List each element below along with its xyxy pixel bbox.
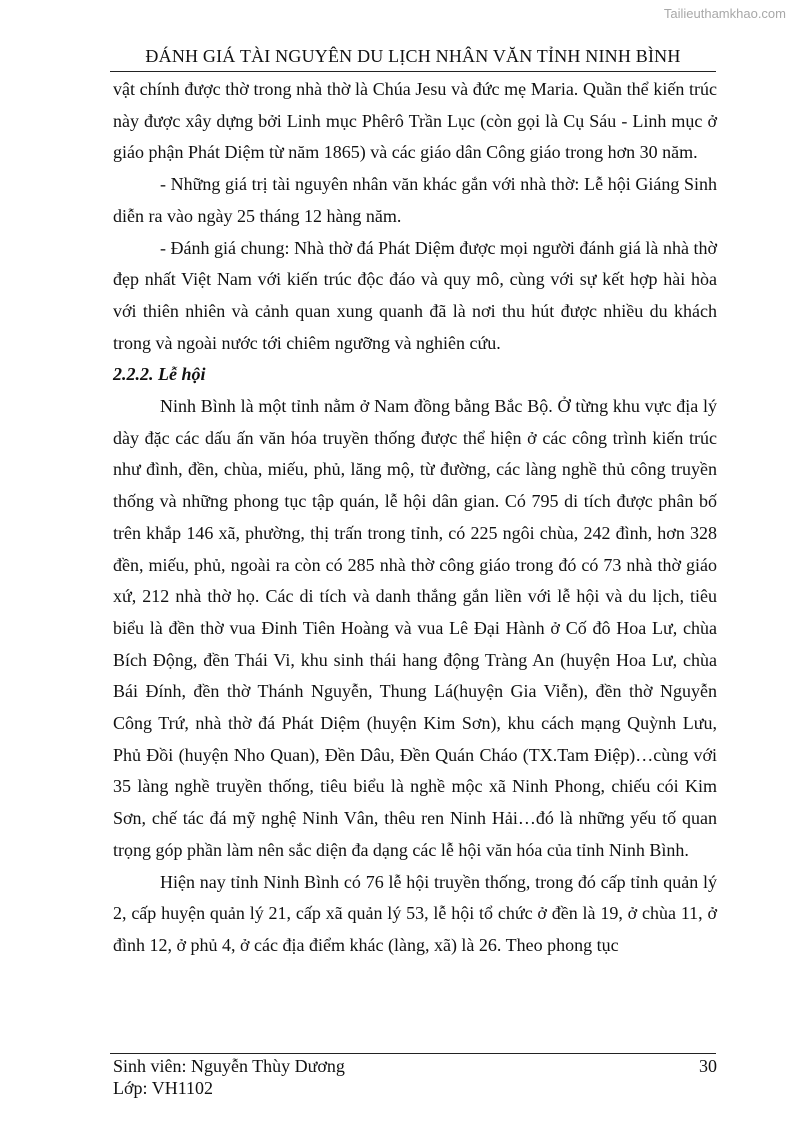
footer-divider <box>110 1053 716 1054</box>
header-divider <box>110 71 716 72</box>
watermark: Tailieuthamkhao.com <box>663 6 786 21</box>
student-name: Sinh viên: Nguyễn Thùy Dương <box>113 1056 345 1076</box>
page-number: 30 <box>699 1056 717 1076</box>
paragraph-ninh-binh-overview: Ninh Bình là một tỉnh nằm ở Nam đồng bằng Bắc Bộ. Ở từng khu vực địa lý dày đặc các dấu ấn văn hóa truyền thống được thể hiện ở các công trình kiến trúc như đình, đền, chùa, miếu, phủ, lăng mộ, từ đường, các làng nghề thủ công truyền thống và những phong tục tập quán, lễ hội dân gian. Có 795 di tích được phân bố trên khắp 146 xã, phường, thị trấn trong tỉnh, có 225 ngôi chùa, 242 đình, hơn 328 đền, miếu, phủ, ngoài ra còn có 285 nhà thờ công giáo trong đó có 73 nhà thờ giáo xứ, 212 nhà thờ họ. Các di tích và danh thắng gắn liền với lễ hội và du lịch, tiêu biểu là đền thờ vua Đinh Tiên Hoàng và vua Lê Đại Hành ở Cố đô Hoa Lư, chùa Bích Động, đền Thái Vi, khu sinh thái hang động Tràng An (huyện Hoa Lư, chùa Bái Đính, đền thờ Thánh Nguyễn, Thung Lá(huyện Gia Viễn), đền thờ Nguyễn Công Trứ, nhà thờ đá Phát Diệm (huyện Kim Sơn), khu cách mạng Quỳnh Lưu, Phủ Đồi (huyện Nho Quan), Đền Dâu, Đền Quán Cháo (TX.Tam Điệp)…cùng với 35 làng nghề truyền thống, tiêu biểu là nghề mộc xã Ninh Phong, chiếu cói Kim Sơn, chế tác đá mỹ nghệ Ninh Vân, thêu ren Ninh Hải…đó là những yếu tố quan trọng góp phần làm nên sắc diện đa dạng các lễ hội văn hóa của tỉnh Ninh Bình. <box>113 396 717 860</box>
paragraph-church-continued: vật chính được thờ trong nhà thờ là Chúa Jesu và đức mẹ Maria. Quần thể kiến trúc này được xây dựng bởi Linh mục Phêrô Trần Lục (còn gọi là Cụ Sáu - Linh mục ở giáo phận Phát Diệm từ năm 1865) và các giáo dân Công giáo trong hơn 30 năm. <box>113 79 717 163</box>
class-label: Lớp: VH1102 <box>113 1078 214 1098</box>
paragraph-other-values: - Những giá trị tài nguyên nhân văn khác gắn với nhà thờ: Lễ hội Giáng Sinh diễn ra vào ngày 25 tháng 12 hàng năm. <box>113 174 717 226</box>
paragraph-festival-count: Hiện nay tỉnh Ninh Bình có 76 lễ hội truyền thống, trong đó cấp tỉnh quản lý 2, cấp huyện quản lý 21, cấp xã quản lý 53, lễ hội tổ chức ở đền là 19, ở chùa 11, ở đình 12, ở phủ 4, ở các địa điểm khác (làng, xã) là 26. Theo phong tục <box>113 871 717 955</box>
page-body <box>113 74 717 962</box>
section-heading: 2.2.2. Lễ hội <box>113 364 206 385</box>
page-footer <box>113 1055 717 1099</box>
running-header: ĐÁNH GIÁ TÀI NGUYÊN DU LỊCH NHÂN VĂN TỈNH NINH BÌNH <box>145 46 681 66</box>
paragraph-general-assessment: - Đánh giá chung: Nhà thờ đá Phát Diệm được mọi người đánh giá là nhà thờ đẹp nhất Việt Nam với kiến trúc độc đáo và quy mô, cùng với sự kết hợp hài hòa với thiên nhiên và cảnh quan xung quanh đã là nơi thu hút được nhiều du khách trong và ngoài nước tới chiêm ngưỡng và nghiên cứu. <box>113 237 717 353</box>
